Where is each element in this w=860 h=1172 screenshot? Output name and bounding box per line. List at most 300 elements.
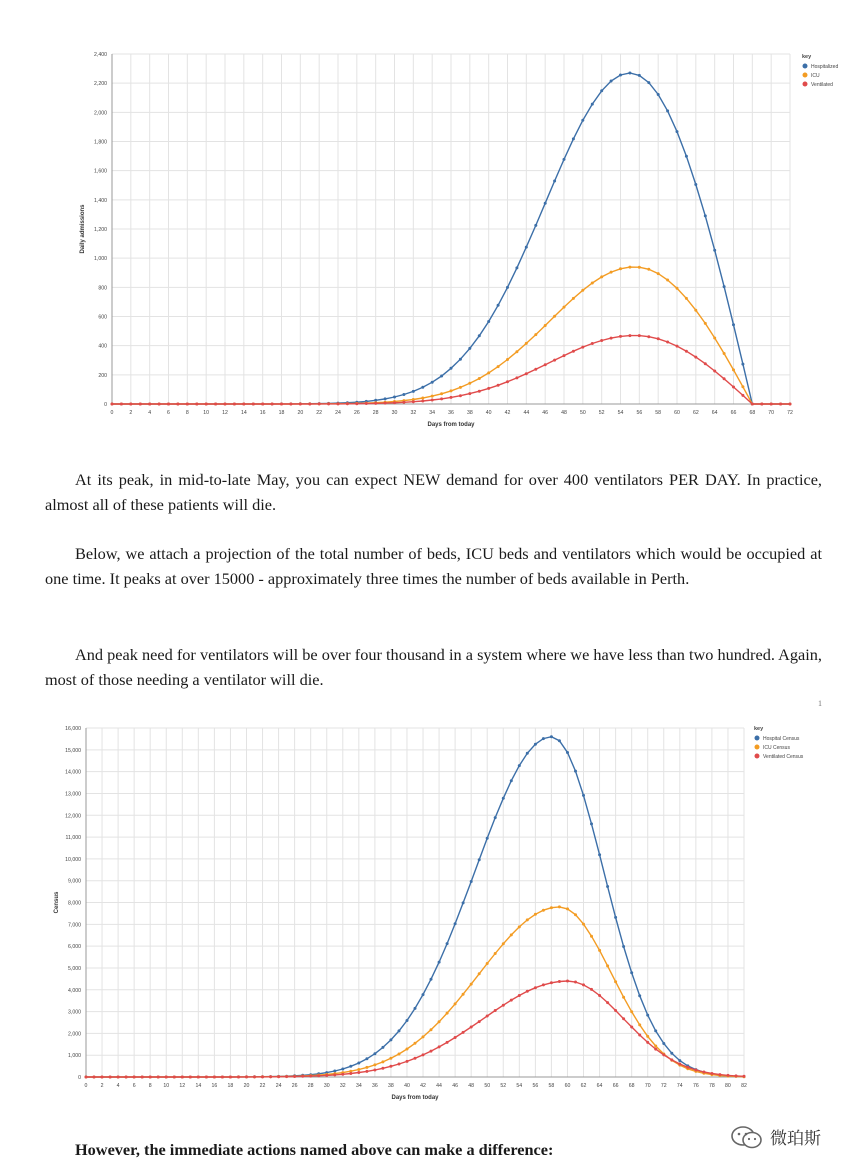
data-point (630, 971, 633, 974)
data-point (610, 337, 613, 340)
data-point (165, 1076, 168, 1079)
data-point (120, 403, 123, 406)
data-point (454, 1002, 457, 1005)
x-tick-label: 28 (372, 410, 379, 416)
data-point (117, 1076, 120, 1079)
legend-entry: Ventilated (811, 82, 833, 88)
data-point (478, 858, 481, 861)
y-tick-label: 11,000 (65, 835, 81, 842)
data-point (654, 1048, 657, 1051)
x-tick-label: 82 (741, 1083, 747, 1089)
data-point (544, 202, 547, 205)
data-point (422, 1035, 425, 1038)
y-axis-label: Daily admissions (80, 204, 86, 254)
data-point (572, 137, 575, 140)
page-number: 1 (818, 699, 822, 708)
data-point (614, 916, 617, 919)
data-point (381, 1046, 384, 1049)
data-point (662, 1053, 665, 1056)
x-tick-label: 14 (195, 1083, 202, 1089)
data-point (590, 988, 593, 991)
x-tick-label: 30 (323, 1083, 330, 1089)
data-point (327, 402, 330, 405)
data-point (518, 925, 521, 928)
data-point (494, 1009, 497, 1012)
data-point (205, 403, 208, 406)
y-tick-label: 9,000 (68, 878, 81, 885)
data-point (558, 739, 561, 742)
data-point (581, 346, 584, 349)
y-tick-label: 0 (78, 1075, 81, 1081)
data-point (406, 1060, 409, 1063)
data-point (398, 1053, 401, 1056)
data-point (534, 224, 537, 227)
data-point (676, 345, 679, 348)
data-point (497, 304, 500, 307)
data-point (373, 1069, 376, 1072)
data-point (431, 395, 434, 398)
data-point (647, 81, 650, 84)
data-point (317, 1074, 320, 1077)
data-point (214, 403, 217, 406)
series-line (86, 981, 744, 1077)
data-point (702, 1071, 705, 1074)
data-point (534, 743, 537, 746)
x-tick-label: 52 (500, 1083, 507, 1089)
legend-entry: Hospital Census (763, 736, 800, 742)
data-point (622, 945, 625, 948)
paragraph-peak-demand: At its peak, in mid-to-late May, you can expect NEW demand for over 400 ventilators PER DAY. In practice, almost all of these patients will die. (45, 470, 822, 514)
x-tick-label: 8 (185, 410, 189, 416)
chart-daily-admissions (72, 40, 839, 440)
x-tick-label: 24 (275, 1083, 282, 1089)
data-point (566, 980, 569, 983)
legend-entry: ICU Census (763, 745, 790, 751)
legend-marker (803, 82, 808, 87)
x-tick-label: 42 (420, 1083, 426, 1089)
data-point (685, 155, 688, 158)
data-point (459, 394, 462, 397)
paragraph-total-beds: Below, we attach a projection of the total number of beds, ICU beds and ventilators which would be occupied at one time. It peaks at over 15000 - approximately three times the number of beds available in Perth. (45, 544, 822, 588)
data-point (646, 1035, 649, 1038)
data-point (440, 397, 443, 400)
data-point (638, 1034, 641, 1037)
data-point (269, 1075, 272, 1078)
data-point (468, 382, 471, 385)
x-tick-label: 8 (148, 1083, 152, 1089)
data-point (414, 1057, 417, 1060)
data-point (111, 403, 114, 406)
series-line (86, 907, 744, 1077)
data-point (735, 1074, 738, 1077)
data-point (181, 1076, 184, 1079)
data-point (694, 356, 697, 359)
data-point (525, 246, 528, 249)
x-tick-label: 54 (617, 410, 624, 416)
data-point (486, 1015, 489, 1018)
data-point (743, 1075, 746, 1078)
data-point (610, 80, 613, 83)
x-tick-label: 28 (307, 1083, 314, 1089)
data-point (478, 334, 481, 337)
data-point (365, 1070, 368, 1073)
data-point (591, 103, 594, 106)
data-point (384, 402, 387, 405)
chart-census (44, 714, 834, 1108)
data-point (542, 909, 545, 912)
data-point (654, 1045, 657, 1048)
data-point (478, 1020, 481, 1023)
data-point (341, 1068, 344, 1071)
data-point (646, 1014, 649, 1017)
data-point (195, 403, 198, 406)
data-point (606, 885, 609, 888)
data-point (518, 994, 521, 997)
data-point (167, 403, 170, 406)
data-point (333, 1073, 336, 1076)
x-tick-label: 18 (227, 1083, 234, 1089)
data-point (285, 1075, 288, 1078)
data-point (224, 403, 227, 406)
x-tick-label: 38 (466, 410, 473, 416)
data-point (558, 980, 561, 983)
data-point (542, 737, 545, 740)
data-point (614, 1009, 617, 1012)
data-point (598, 853, 601, 856)
y-tick-label: 600 (98, 314, 107, 321)
data-point (619, 335, 622, 338)
data-point (186, 403, 189, 406)
x-tick-label: 60 (674, 410, 680, 416)
data-point (525, 372, 528, 375)
legend-title: key (754, 726, 764, 732)
data-point (525, 342, 528, 345)
data-point (694, 1069, 697, 1072)
data-point (732, 386, 735, 389)
y-tick-label: 1,400 (94, 197, 107, 204)
data-point (646, 1041, 649, 1044)
data-point (534, 913, 537, 916)
data-point (431, 399, 434, 402)
data-point (271, 403, 274, 406)
legend-title: key (802, 54, 812, 60)
x-tick-label: 62 (580, 1083, 587, 1089)
data-point (666, 341, 669, 344)
data-point (694, 183, 697, 186)
data-point (229, 1076, 232, 1079)
legend-entry: Hospitalized (811, 64, 839, 70)
data-point (357, 1068, 360, 1071)
data-point (558, 905, 561, 908)
data-point (414, 1042, 417, 1045)
data-point (713, 337, 716, 340)
x-tick-label: 38 (388, 1083, 394, 1089)
data-point (685, 350, 688, 353)
data-point (751, 403, 754, 406)
data-point (487, 387, 490, 390)
data-point (430, 978, 433, 981)
data-point (414, 1007, 417, 1010)
data-point (478, 377, 481, 380)
data-point (421, 397, 424, 400)
x-tick-label: 14 (240, 410, 247, 416)
x-tick-label: 46 (452, 1083, 459, 1089)
x-tick-label: 36 (371, 1083, 378, 1089)
data-point (686, 1066, 689, 1069)
x-tick-label: 72 (787, 410, 793, 416)
data-point (591, 342, 594, 345)
data-point (197, 1076, 200, 1079)
y-tick-label: 1,000 (94, 256, 107, 263)
x-tick-label: 54 (516, 1083, 523, 1089)
data-point (670, 1058, 673, 1061)
data-point (582, 983, 585, 986)
data-point (129, 403, 132, 406)
x-tick-label: 40 (485, 410, 492, 416)
data-point (741, 363, 744, 366)
data-point (510, 999, 513, 1002)
x-tick-label: 16 (259, 410, 266, 416)
y-tick-label: 2,000 (94, 110, 107, 117)
data-point (619, 74, 622, 77)
data-point (760, 403, 763, 406)
x-tick-label: 44 (523, 410, 530, 416)
x-tick-label: 10 (163, 1083, 170, 1089)
data-point (337, 402, 340, 405)
data-point (365, 1066, 368, 1069)
x-tick-label: 20 (297, 410, 304, 416)
data-point (373, 1052, 376, 1055)
y-tick-label: 200 (98, 372, 107, 379)
data-point (261, 403, 264, 406)
data-point (544, 324, 547, 327)
data-point (349, 1072, 352, 1075)
data-point (384, 397, 387, 400)
data-point (685, 297, 688, 300)
x-tick-label: 76 (692, 1083, 699, 1089)
data-point (389, 1057, 392, 1060)
data-point (591, 282, 594, 285)
data-point (572, 297, 575, 300)
data-point (357, 1062, 360, 1065)
data-point (438, 1045, 441, 1048)
data-point (393, 401, 396, 404)
data-point (450, 396, 453, 399)
data-point (566, 751, 569, 754)
data-point (446, 942, 449, 945)
x-tick-label: 18 (278, 410, 285, 416)
x-tick-label: 22 (259, 1083, 266, 1089)
data-point (518, 764, 521, 767)
data-point (446, 1012, 449, 1015)
data-point (704, 322, 707, 325)
data-point (526, 752, 529, 755)
data-point (430, 1028, 433, 1031)
data-point (590, 822, 593, 825)
data-point (139, 403, 142, 406)
data-point (299, 403, 302, 406)
data-point (462, 1031, 465, 1034)
y-tick-label: 10,000 (65, 856, 81, 863)
data-point (628, 266, 631, 269)
data-point (718, 1073, 721, 1076)
paragraph-ventilators: And peak need for ventilators will be over four thousand in a system where we have less than two hundred. Again, most of those needing a ventilator will die. (45, 645, 822, 689)
y-tick-label: 7,000 (68, 922, 81, 929)
y-tick-label: 2,000 (68, 1031, 81, 1038)
data-point (357, 1071, 360, 1074)
data-point (333, 1070, 336, 1073)
y-tick-label: 4,000 (68, 987, 81, 994)
data-point (497, 384, 500, 387)
data-point (638, 1023, 641, 1026)
data-point (600, 89, 603, 92)
x-tick-label: 60 (564, 1083, 571, 1089)
data-point (398, 1029, 401, 1032)
data-point (402, 393, 405, 396)
data-point (213, 1076, 216, 1079)
data-point (148, 403, 151, 406)
data-point (381, 1060, 384, 1063)
data-point (515, 266, 518, 269)
data-point (676, 130, 679, 133)
data-point (732, 323, 735, 326)
y-tick-label: 12,000 (65, 813, 81, 820)
x-tick-label: 2 (129, 410, 133, 416)
data-point (497, 365, 500, 368)
y-tick-label: 2,200 (94, 81, 107, 88)
data-point (450, 389, 453, 392)
data-point (550, 906, 553, 909)
data-point (365, 1057, 368, 1060)
data-point (173, 1076, 176, 1079)
data-point (253, 1075, 256, 1078)
data-point (657, 93, 660, 96)
data-point (438, 1020, 441, 1023)
data-point (308, 403, 311, 406)
data-point (510, 933, 513, 936)
data-point (502, 942, 505, 945)
data-point (770, 403, 773, 406)
census-plot (44, 714, 834, 1108)
x-tick-label: 56 (636, 410, 643, 416)
data-point (412, 390, 415, 393)
data-point (494, 952, 497, 955)
data-point (638, 266, 641, 269)
daily-admissions-plot (72, 40, 839, 440)
x-tick-label: 48 (468, 1083, 475, 1089)
data-point (157, 1076, 160, 1079)
x-tick-label: 64 (596, 1083, 603, 1089)
x-tick-label: 80 (725, 1083, 731, 1089)
x-tick-label: 64 (711, 410, 718, 416)
x-tick-label: 62 (692, 410, 699, 416)
data-point (727, 1074, 730, 1077)
data-point (598, 949, 601, 952)
x-tick-label: 70 (768, 410, 775, 416)
data-point (478, 390, 481, 393)
data-point (440, 392, 443, 395)
data-point (438, 961, 441, 964)
data-point (526, 990, 529, 993)
x-tick-label: 36 (448, 410, 454, 416)
data-point (581, 119, 584, 122)
data-point (515, 376, 518, 379)
x-tick-label: 0 (110, 410, 114, 416)
data-point (365, 402, 368, 405)
x-tick-label: 24 (335, 410, 341, 416)
data-point (470, 880, 473, 883)
legend-marker (803, 73, 808, 78)
x-tick-label: 40 (404, 1083, 410, 1089)
data-point (713, 370, 716, 373)
data-point (563, 158, 566, 161)
data-point (582, 923, 585, 926)
y-axis-label: Census (54, 891, 60, 914)
data-point (638, 994, 641, 997)
data-point (638, 74, 641, 77)
x-tick-label: 34 (355, 1083, 362, 1089)
y-tick-label: 15,000 (65, 747, 81, 754)
x-tick-label: 16 (211, 1083, 218, 1089)
x-tick-label: 6 (167, 410, 170, 416)
x-tick-label: 6 (132, 1083, 136, 1089)
data-point (487, 371, 490, 374)
x-tick-label: 58 (655, 410, 662, 416)
data-point (732, 368, 735, 371)
data-point (619, 267, 622, 270)
data-point (710, 1072, 713, 1075)
data-point (430, 1050, 433, 1053)
data-point (487, 320, 490, 323)
y-tick-label: 13,000 (65, 791, 81, 798)
x-tick-label: 20 (243, 1083, 250, 1089)
data-point (421, 400, 424, 403)
data-point (252, 403, 255, 406)
data-point (93, 1076, 96, 1079)
data-point (158, 403, 161, 406)
data-point (478, 972, 481, 975)
data-point (741, 394, 744, 397)
x-tick-label: 32 (410, 410, 417, 416)
x-tick-label: 34 (429, 410, 436, 416)
data-point (678, 1063, 681, 1066)
closing-heading: However, the immediate actions named above can make a difference: (75, 1140, 554, 1159)
x-tick-label: 78 (709, 1083, 715, 1089)
data-point (574, 913, 577, 916)
y-tick-label: 6,000 (68, 944, 81, 951)
data-point (389, 1038, 392, 1041)
data-point (506, 286, 509, 289)
data-point (666, 279, 669, 282)
y-tick-label: 8,000 (68, 900, 81, 907)
data-point (581, 289, 584, 292)
data-point (374, 402, 377, 405)
legend-marker (803, 64, 808, 69)
data-point (534, 368, 537, 371)
data-point (572, 350, 575, 353)
data-point (233, 403, 236, 406)
data-point (454, 1036, 457, 1039)
data-point (606, 964, 609, 967)
data-point (654, 1029, 657, 1032)
data-point (389, 1065, 392, 1068)
x-tick-label: 72 (660, 1083, 667, 1089)
data-point (598, 994, 601, 997)
data-point (506, 380, 509, 383)
x-tick-label: 46 (542, 410, 549, 416)
data-point (355, 402, 358, 405)
x-tick-label: 66 (730, 410, 737, 416)
